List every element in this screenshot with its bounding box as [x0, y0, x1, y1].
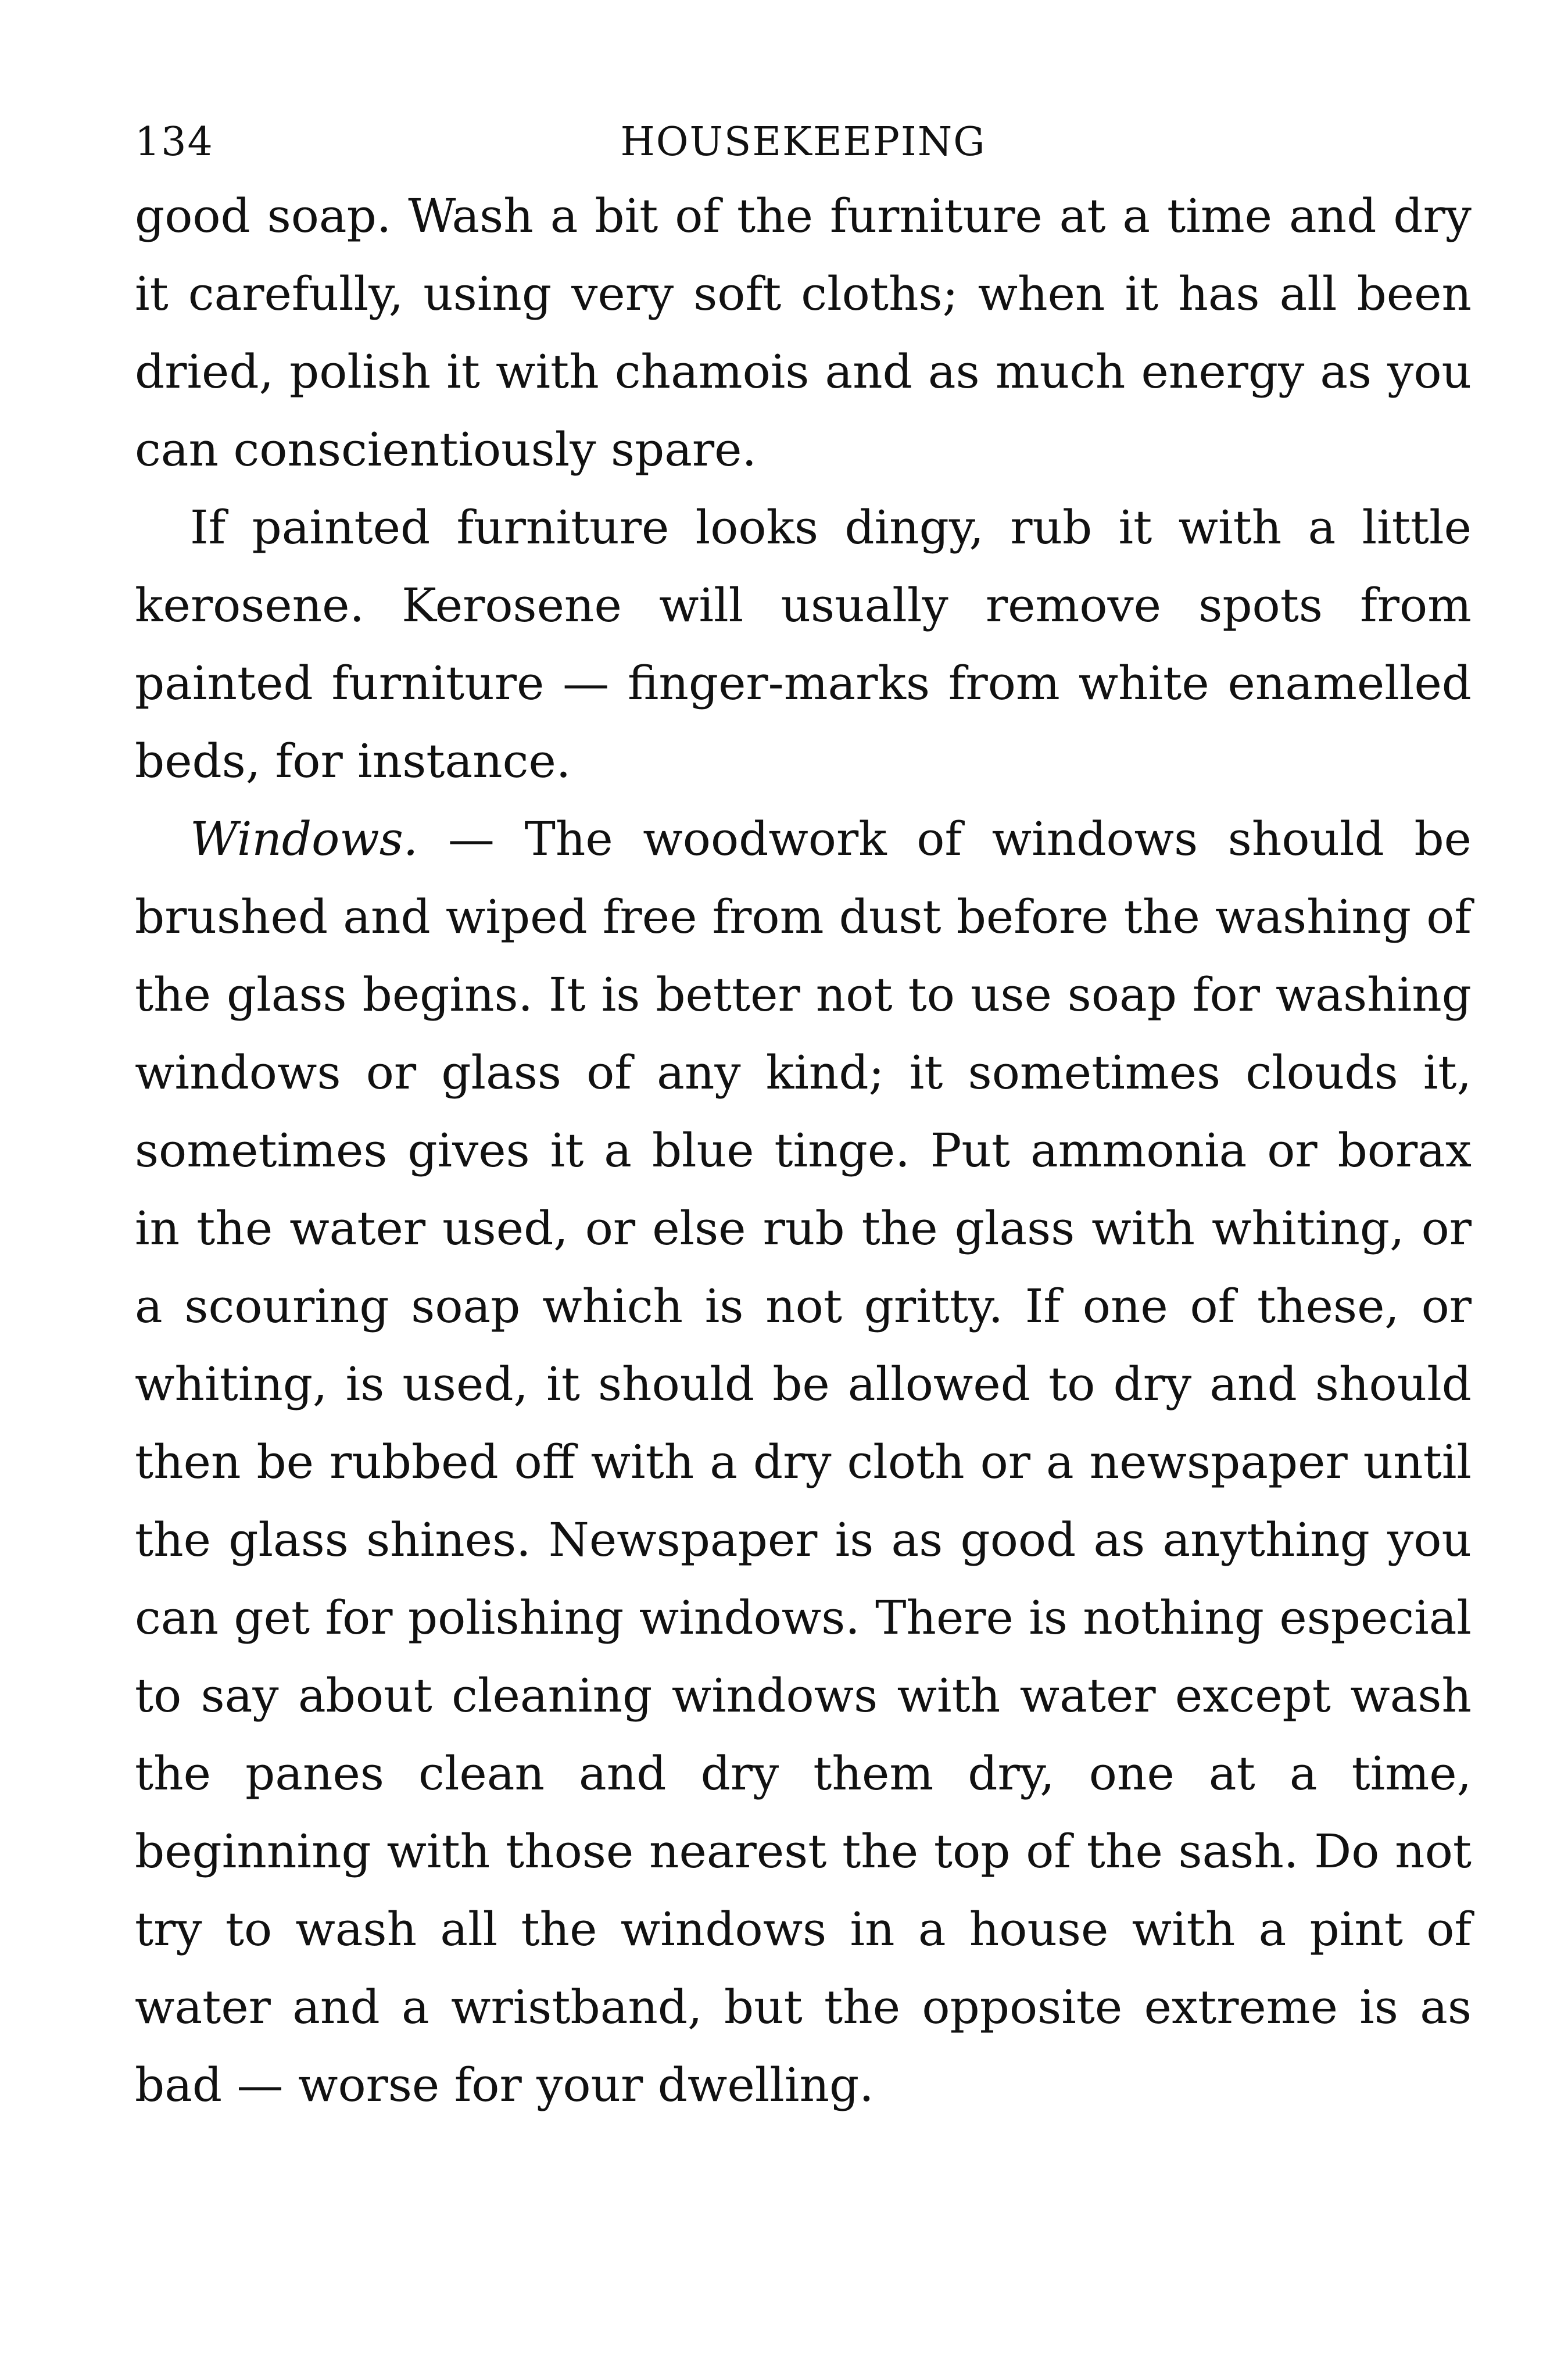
paragraph-furniture-polish	[135, 177, 1472, 489]
running-head	[135, 113, 1472, 177]
paragraph-text: good soap. Wash a bit of the furniture at a time and dry it carefully, using very soft cloths; when it has all been dried, polish it with chamois and as much energy as you can conscientiously spare.	[135, 189, 1472, 477]
page-number: 134	[135, 119, 214, 165]
paragraph-windows	[135, 800, 1472, 2124]
section-run-in-heading: Windows.	[190, 812, 418, 866]
body-text	[135, 177, 1472, 2124]
paragraph-painted-furniture	[135, 489, 1472, 800]
paragraph-text: If painted furniture looks dingy, rub it with a little kerosene. Kerosene will usually remove spots from painted furniture — finger-marks from white enamelled beds, for instance.	[135, 500, 1472, 788]
book-page	[135, 113, 1472, 2124]
paragraph-text: — The woodwork of windows should be brushed and wiped free from dust before the washing of the glass begins. It is better not to use soap for washing windows or glass of any kind; it sometimes clouds it, sometimes gives it a blue tinge. Put ammonia or borax in the water used, or else rub the glass with whiting, or a scouring soap which is not gritty. If one of these, or whiting, is used, it should be allowed to dry and should then be rubbed off with a dry cloth or a newspaper until the glass shines. Newspaper is as good as anything you can get for polishing windows. There is nothing especial to say about cleaning windows with water except wash the panes clean and dry them dry, one at a time, beginning with those nearest the top of the sash. Do not try to wash all the windows in a house with a pint of water and a wristband, but the opposite extreme is as bad — worse for your dwelling.	[135, 812, 1472, 2112]
running-title: HOUSEKEEPING	[620, 119, 986, 165]
